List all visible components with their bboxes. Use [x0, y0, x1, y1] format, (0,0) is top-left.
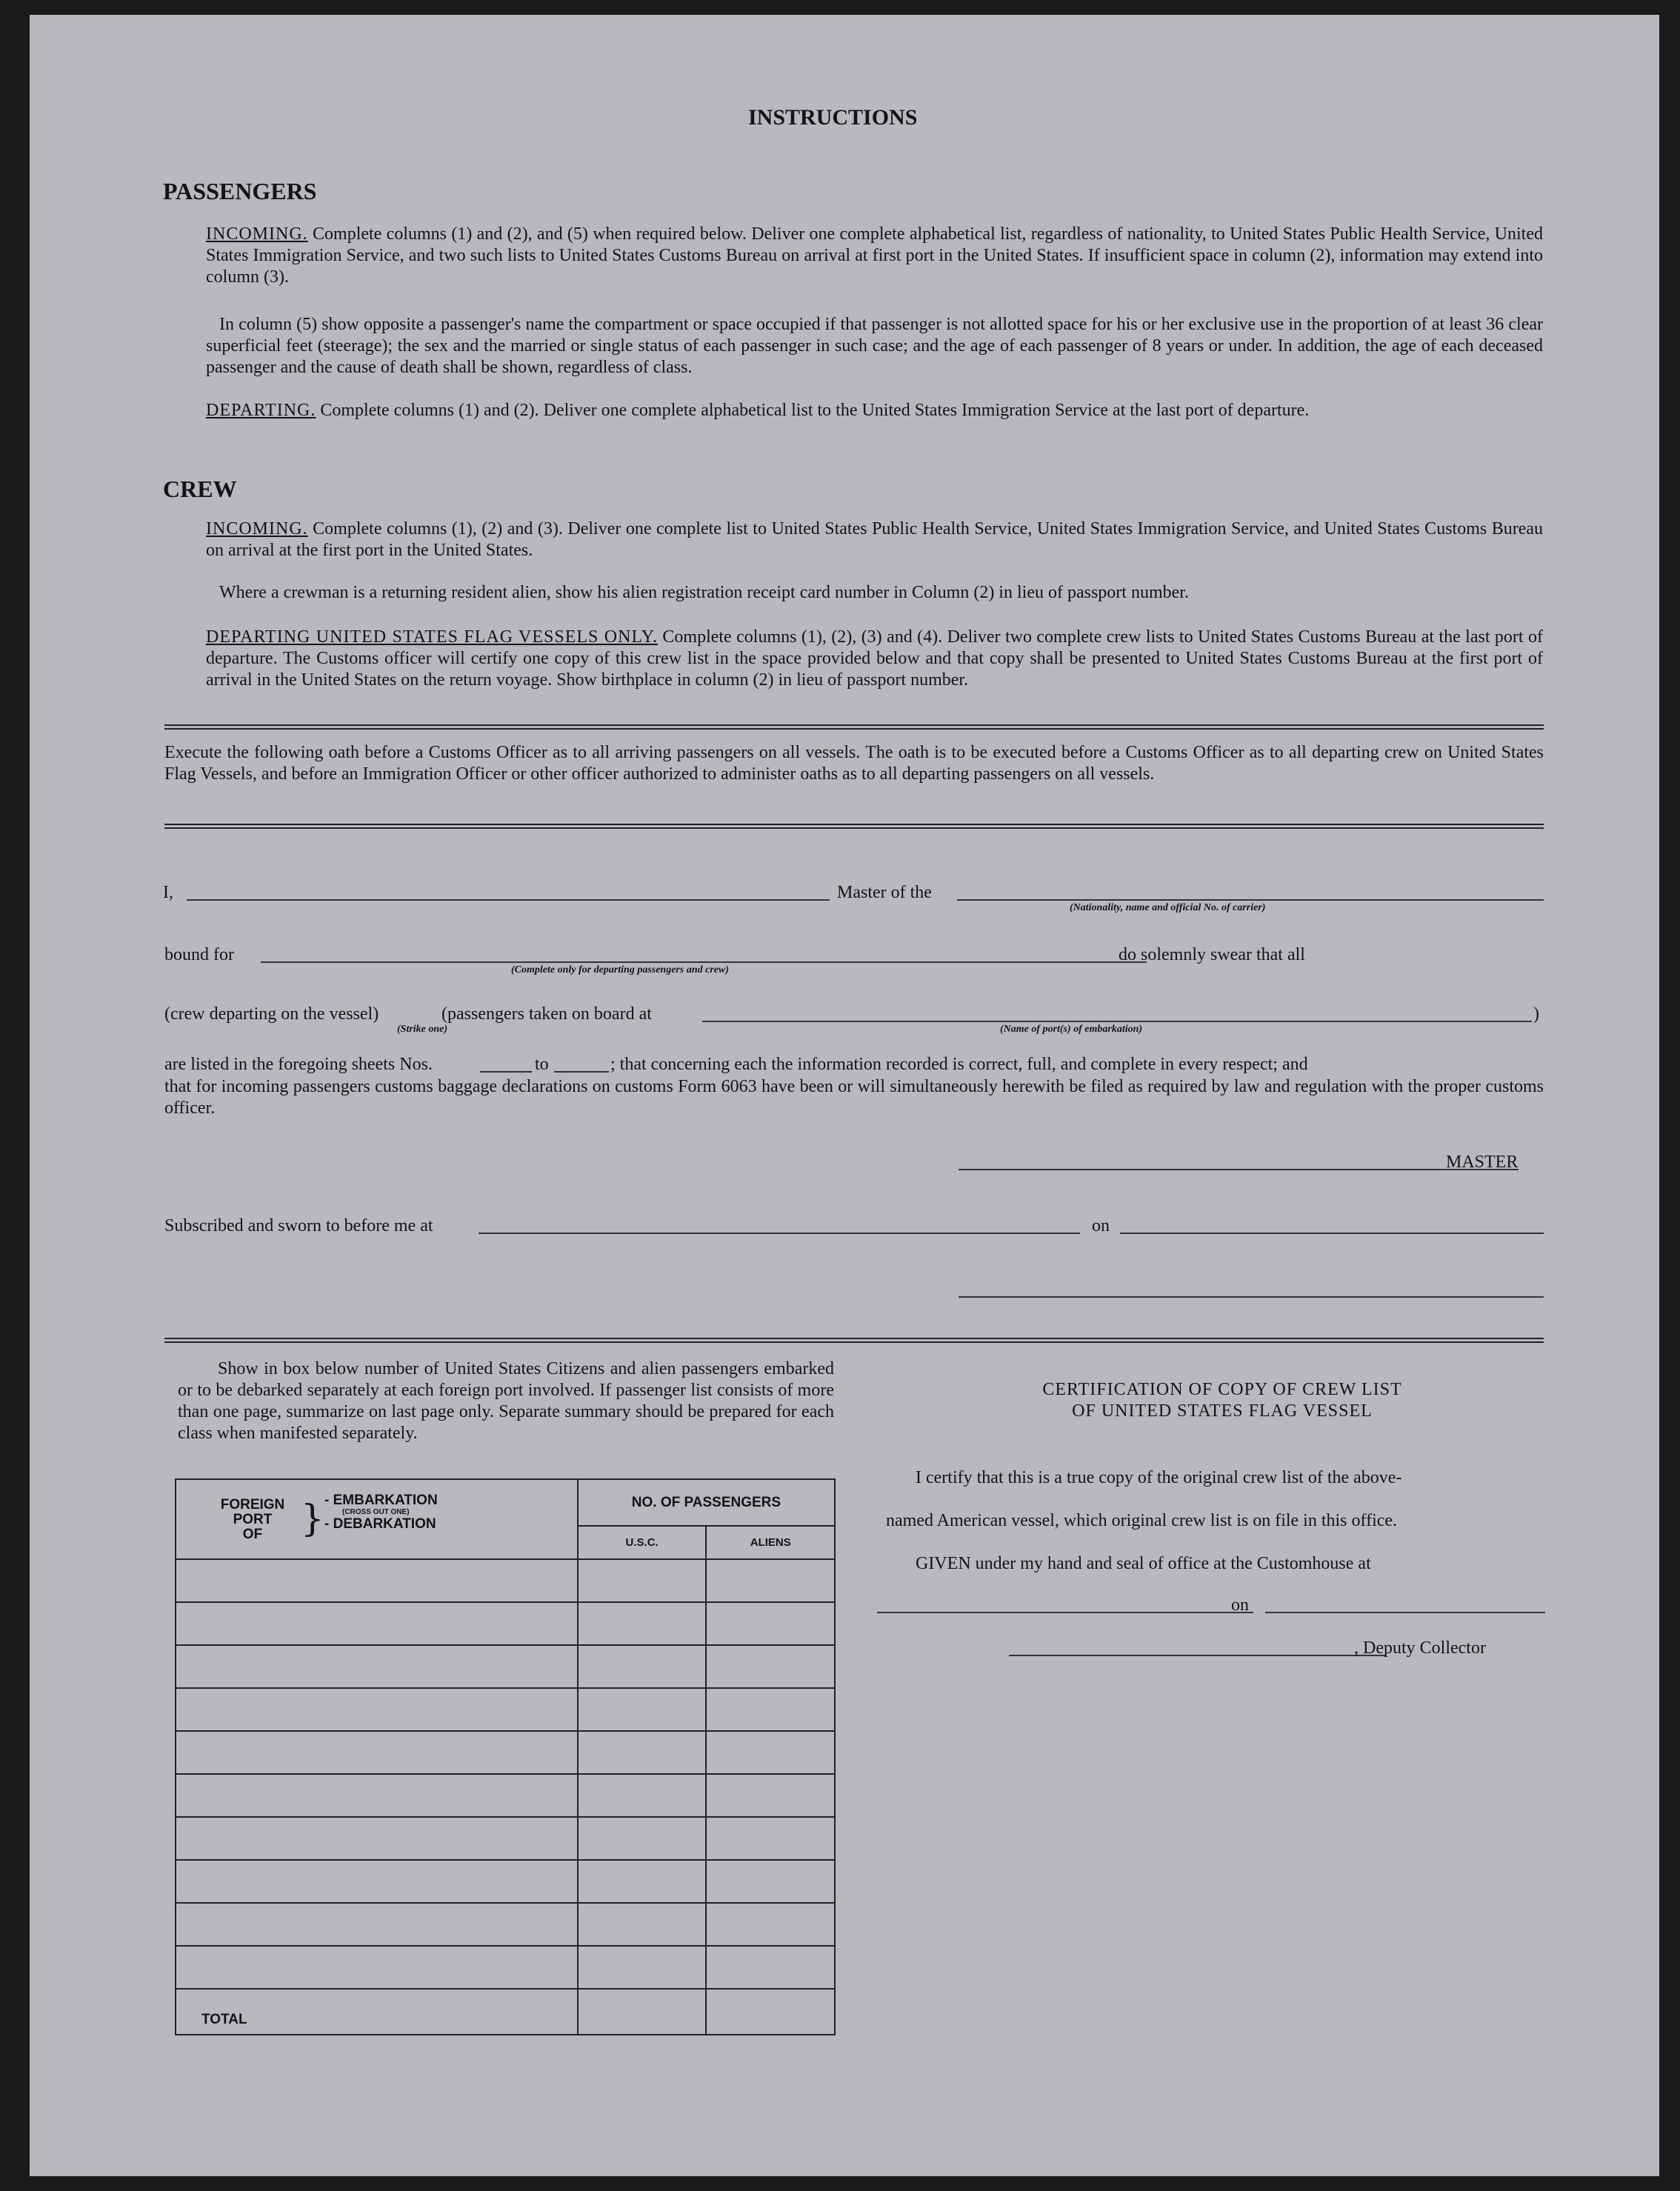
summary-instructions: Show in box below number of United States Citizens and alien passengers embarked or to be debarked separately at each foreign port involved. If passenger list consists of more than one page, summarize on last page only. Separate summary should be prepared for each class when manifested separately.	[178, 1359, 834, 1443]
port-cell[interactable]	[176, 1860, 578, 1903]
crew-resident-paragraph: Where a crewman is a returning resident alien, show his alien registration receipt card number in Column (2) in lieu of passport number.	[219, 583, 1189, 602]
sworn-location-line[interactable]	[479, 1233, 1080, 1234]
usc-cell[interactable]	[578, 1688, 707, 1731]
usc-cell[interactable]	[578, 1817, 707, 1860]
usc-header: U.S.C.	[578, 1526, 707, 1559]
master-name-line[interactable]	[187, 899, 830, 901]
carrier-line[interactable]	[957, 899, 1544, 901]
bound-for-label: bound for	[164, 945, 234, 964]
oath-i-label: I,	[163, 883, 173, 902]
section-divider	[164, 1338, 1544, 1343]
given-line: GIVEN under my hand and seal of office at the Customhouse at	[916, 1554, 1371, 1573]
port-cell[interactable]	[176, 1602, 578, 1645]
master-label: MASTER	[1446, 1153, 1519, 1172]
subscribed-label: Subscribed and sworn to before me at	[164, 1216, 433, 1235]
aliens-header: ALIENS	[706, 1526, 835, 1559]
listed-to: to	[535, 1055, 549, 1074]
port-cell[interactable]	[176, 1774, 578, 1817]
master-of-label: Master of the	[837, 883, 932, 902]
port-header-cell	[176, 1479, 578, 1559]
sworn-date-line[interactable]	[1120, 1233, 1544, 1234]
sworn-on-label: on	[1092, 1216, 1110, 1235]
master-signature-line[interactable]	[959, 1169, 1519, 1170]
usc-cell[interactable]	[578, 1946, 707, 1989]
deputy-signature-line[interactable]	[1009, 1655, 1385, 1656]
section-divider	[164, 824, 1544, 829]
passengers-taken-option: (passengers taken on board at	[441, 1004, 652, 1024]
passengers-departing-text: Complete columns (1) and (2). Deliver one complete alphabetical list to the United States Immigration Service at the last port of departure.	[320, 401, 1310, 420]
crew-heading: CREW	[163, 476, 237, 502]
aliens-cell[interactable]	[706, 1645, 835, 1688]
crew-incoming-paragraph	[206, 518, 1543, 561]
sheet-from-line[interactable]	[480, 1071, 532, 1073]
certification-title-line2: OF UNITED STATES FLAG VESSEL	[1072, 1401, 1373, 1421]
crew-departing-label: DEPARTING UNITED STATES FLAG VESSELS ONLY.	[206, 627, 658, 647]
cert-date-line[interactable]	[1265, 1612, 1545, 1613]
usc-cell[interactable]	[578, 1774, 707, 1817]
bound-for-line[interactable]	[261, 961, 1147, 963]
passengers-departing-paragraph	[206, 400, 1543, 421]
aliens-cell[interactable]	[706, 1774, 835, 1817]
close-paren: )	[1533, 1004, 1539, 1024]
embarkation-label: - EMBARKATION	[324, 1493, 438, 1508]
cross-out-label: (CROSS OUT ONE)	[342, 1508, 410, 1516]
strike-caption: (Strike one)	[397, 1024, 448, 1035]
port-cell[interactable]	[176, 1688, 578, 1731]
usc-total-cell[interactable]	[578, 1989, 707, 2035]
usc-cell[interactable]	[578, 1860, 707, 1903]
crew-departing-text: Complete columns (1), (2), (3) and (4). Deliver two complete crew lists to United States Customs Bureau at the last port of departure. The Customs officer will certify one copy of this crew list in the space provided below and that copy shall be presented to United States Customs Bureau at the first port of arrival in the United States on the return voyage. Show birthplace in column (2) in lieu of passport number.	[206, 627, 1544, 690]
col-foreign-label: FOREIGN	[220, 1497, 285, 1513]
customhouse-line[interactable]	[877, 1612, 1253, 1613]
port-caption: (Name of port(s) of embarkation)	[1000, 1024, 1143, 1035]
usc-cell[interactable]	[578, 1645, 707, 1688]
col-of-label: OF	[242, 1527, 263, 1542]
debarkation-label: - DEBARKATION	[324, 1516, 436, 1532]
oath-instructions: Execute the following oath before a Customs Officer as to all arriving passengers on all vessels. The oath is to be executed before a Customs Officer as to all departing crew on United States Flag Vessels, and before an Immigration Officer or other officer authorized to administer oaths as to all departing passengers on all vessels.	[164, 743, 1544, 784]
passengers-heading: PASSENGERS	[163, 178, 317, 204]
passengers-column5-paragraph: In column (5) show opposite a passenger's name the compartment or space occupied if that passenger is not allotted space for his or her exclusive use in the proportion of at least 36 clear superficial feet (steerage); the sex and the married or single status of each passenger in such case; and the age of each passenger of 8 years or under. In addition, the age of each deceased passenger and the cause of death shall be shown, regardless of class.	[206, 315, 1543, 377]
port-cell[interactable]	[176, 1645, 578, 1688]
port-cell[interactable]	[176, 1731, 578, 1774]
officer-signature-line[interactable]	[959, 1296, 1544, 1298]
crew-incoming-label: INCOMING.	[206, 519, 308, 538]
document-sheet	[30, 15, 1659, 2176]
port-cell[interactable]	[176, 1946, 578, 1989]
listed-paragraph: that for incoming passengers customs baggage declarations on customs Form 6063 have been or will simultaneously herewith be filed as required by law and regulation with the proper customs officer.	[164, 1077, 1544, 1118]
certify-line2: named American vessel, which original crew list is on file in this office.	[886, 1511, 1398, 1530]
aliens-cell[interactable]	[706, 1903, 835, 1946]
aliens-cell[interactable]	[706, 1731, 835, 1774]
sheet-to-line[interactable]	[554, 1071, 609, 1073]
aliens-cell[interactable]	[706, 1559, 835, 1602]
aliens-cell[interactable]	[706, 1688, 835, 1731]
no-passengers-header: NO. OF PASSENGERS	[578, 1479, 835, 1526]
certification-title	[911, 1379, 1533, 1422]
port-cell[interactable]	[176, 1817, 578, 1860]
crew-incoming-text: Complete columns (1), (2) and (3). Deliver one complete list to United States Public Health Service, United States Immigration Service, and United States Customs Bureau on arrival at the first port in the United States.	[206, 519, 1544, 560]
page-title: INSTRUCTIONS	[748, 105, 918, 130]
usc-cell[interactable]	[578, 1731, 707, 1774]
total-label: TOTAL	[176, 1989, 578, 2035]
embarkation-port-line[interactable]	[702, 1021, 1532, 1022]
passengers-departing-label: DEPARTING.	[206, 401, 316, 420]
aliens-cell[interactable]	[706, 1602, 835, 1645]
aliens-cell[interactable]	[706, 1817, 835, 1860]
brace-glyph: }	[301, 1497, 324, 1540]
passenger-summary-table	[175, 1478, 836, 2035]
passengers-incoming-label: INCOMING.	[206, 224, 308, 244]
swear-label: do solemnly swear that all	[1119, 945, 1305, 964]
crew-departing-option: (crew departing on the vessel)	[164, 1004, 379, 1024]
port-cell[interactable]	[176, 1559, 578, 1602]
listed-prefix: are listed in the foregoing sheets Nos.	[164, 1055, 433, 1074]
listed-rest: ; that concerning each the information recorded is correct, full, and complete in every respect; and	[610, 1055, 1308, 1074]
aliens-cell[interactable]	[706, 1946, 835, 1989]
aliens-cell[interactable]	[706, 1860, 835, 1903]
usc-cell[interactable]	[578, 1559, 707, 1602]
passengers-incoming-paragraph	[206, 224, 1543, 288]
usc-cell[interactable]	[578, 1903, 707, 1946]
usc-cell[interactable]	[578, 1602, 707, 1645]
certification-title-line1: CERTIFICATION OF COPY OF CREW LIST	[1042, 1380, 1402, 1399]
cert-on-label: on	[1231, 1595, 1249, 1615]
bound-caption: (Complete only for departing passengers and crew)	[511, 964, 729, 976]
col-port-label: PORT	[233, 1512, 273, 1527]
aliens-total-cell[interactable]	[706, 1989, 835, 2035]
passengers-incoming-text: Complete columns (1) and (2), and (5) when required below. Deliver one complete alphabetical list, regardless of nationality, to United States Public Health Service, United States Immigration Service, and two such lists to United States Customs Bureau on arrival at first port in the United States. If insufficient space in column (2), information may extend into column (3).	[206, 224, 1544, 287]
section-divider	[164, 724, 1544, 730]
carrier-caption: (Nationality, name and official No. of carrier)	[1070, 902, 1266, 913]
crew-departing-paragraph	[206, 627, 1543, 691]
certify-line1: I certify that this is a true copy of the original crew list of the above-	[916, 1468, 1402, 1487]
deputy-collector-label: , Deputy Collector	[1354, 1638, 1486, 1658]
port-cell[interactable]	[176, 1903, 578, 1946]
